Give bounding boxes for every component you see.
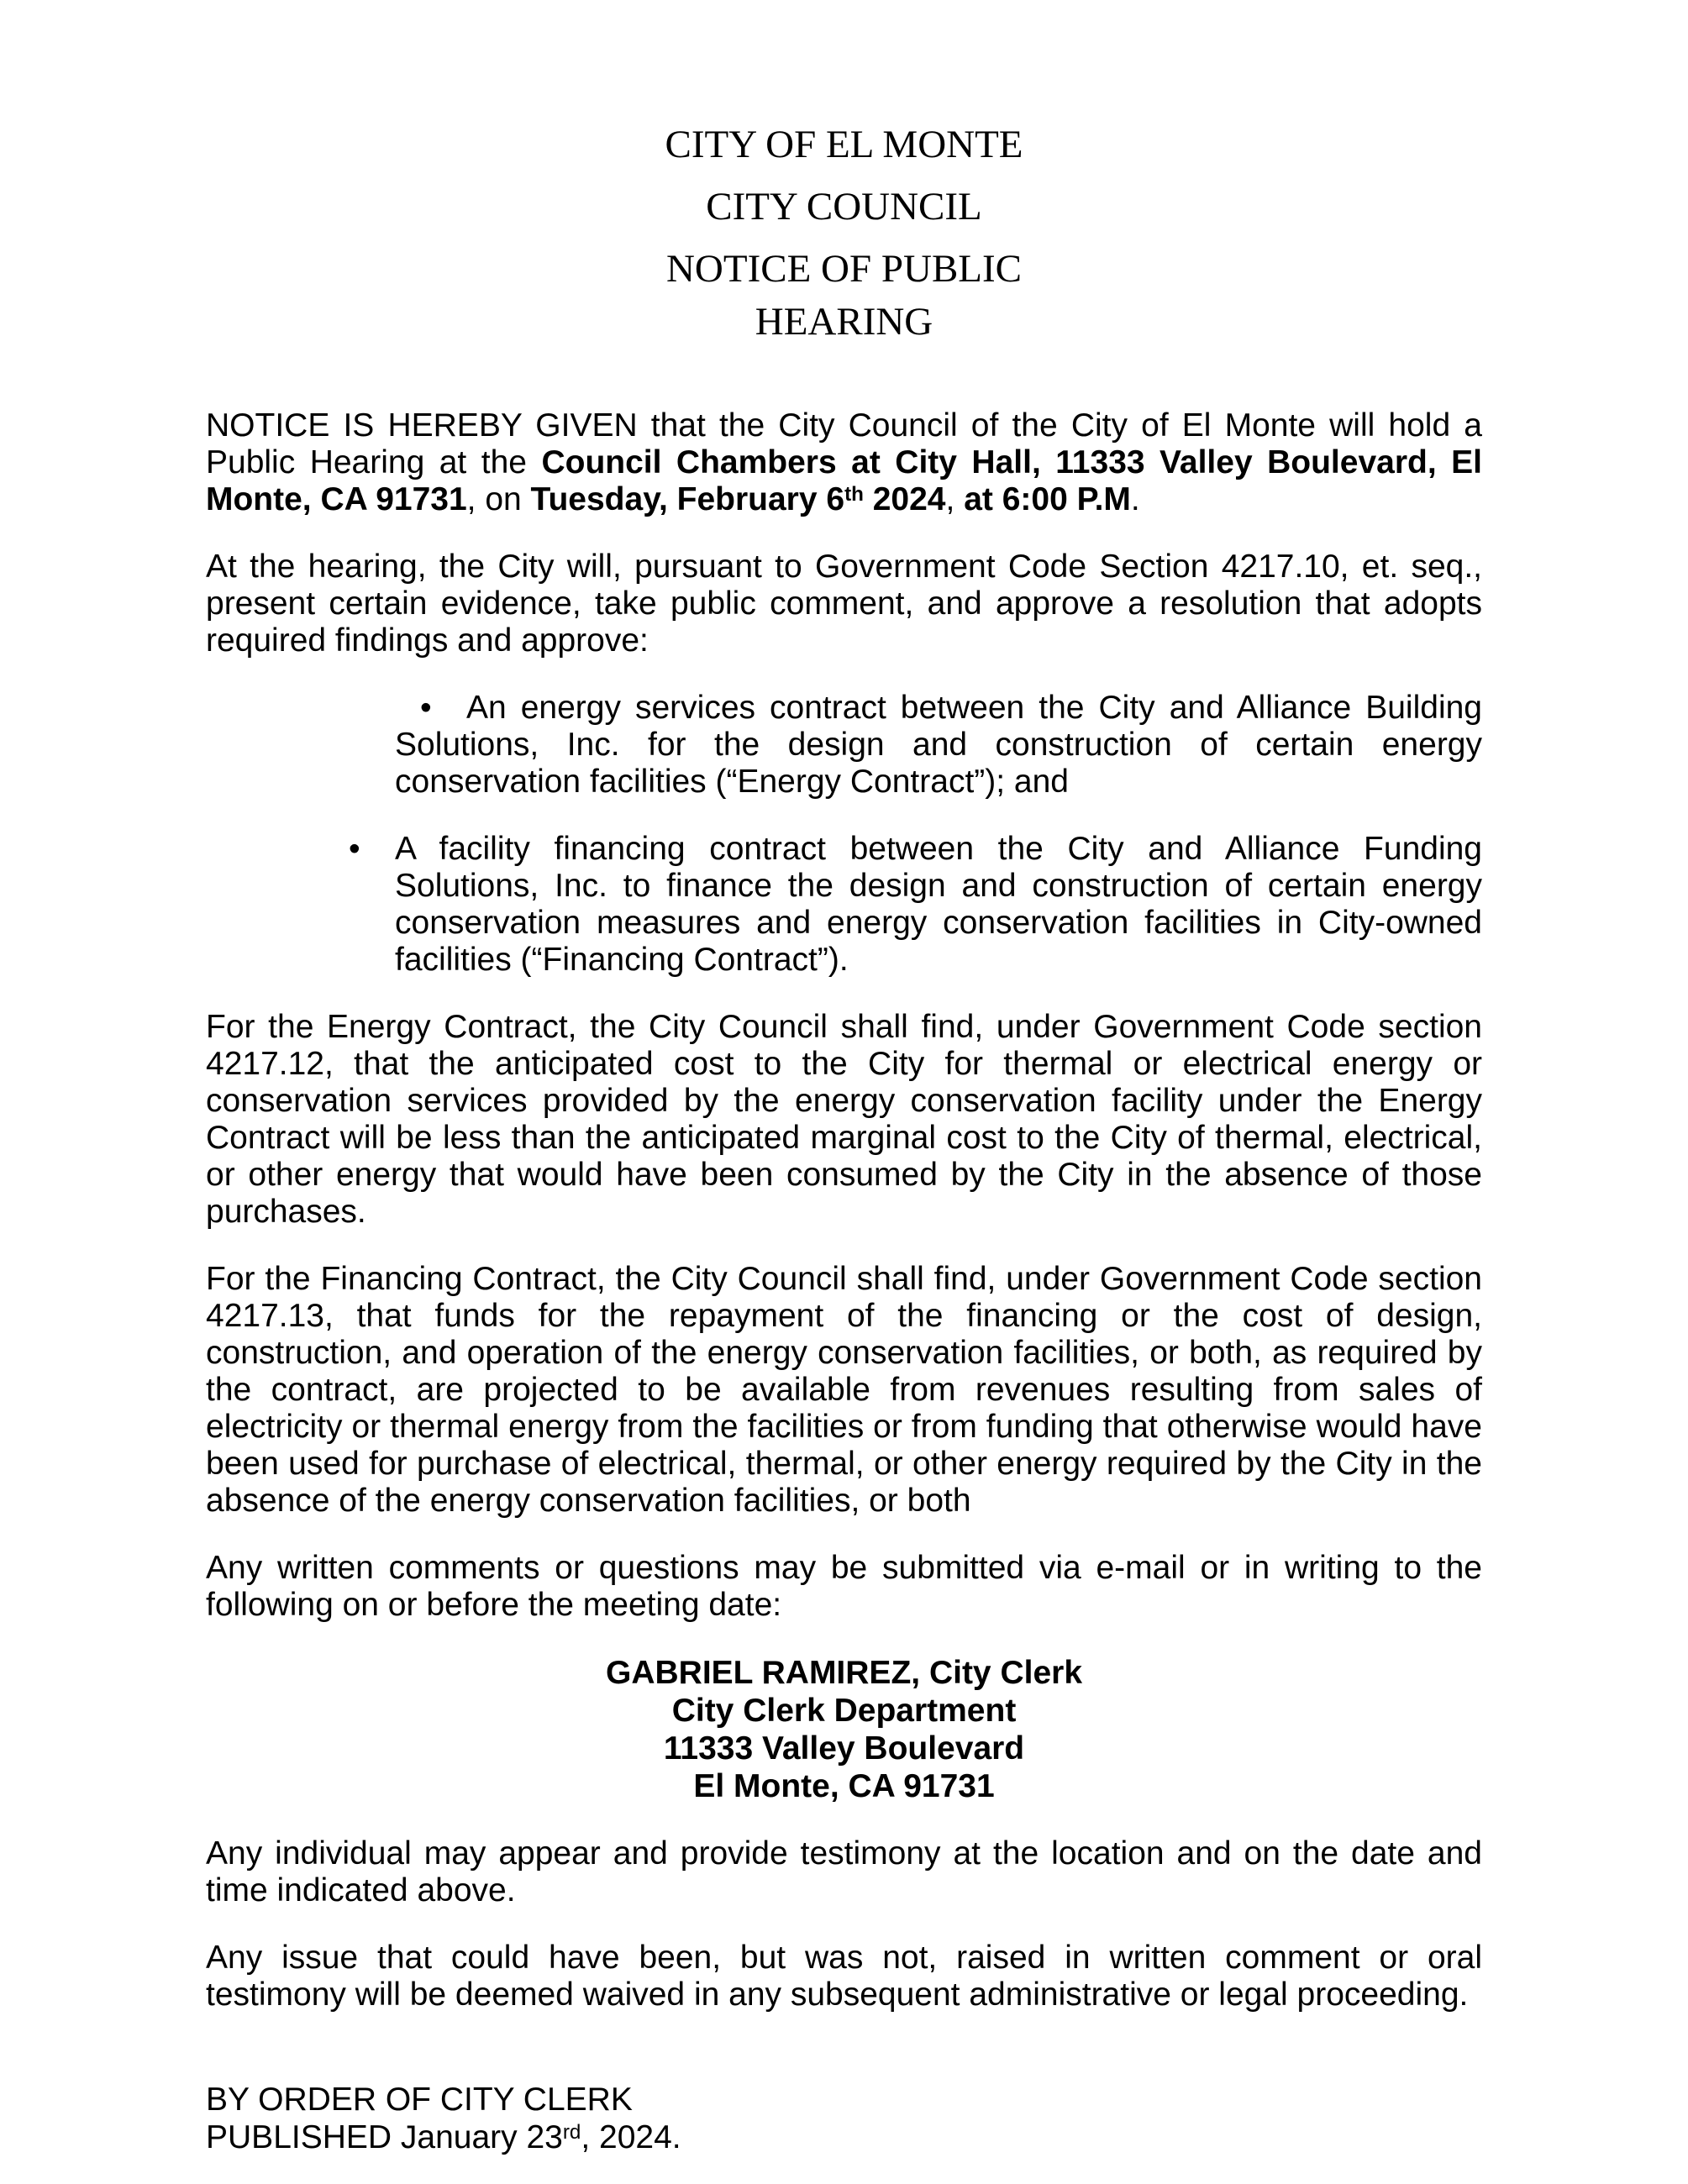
document-title (206, 113, 1482, 344)
contact-city-state-zip: El Monte, CA 91731 (693, 1768, 995, 1804)
paragraph-comments-instruction: Any written comments or questions may be submitted via e-mail or in writing to the following on or before the meeting date: (206, 1550, 1482, 1623)
paragraph-appear: Any individual may appear and provide testimony at the location and on the date and time indicated above. (206, 1835, 1482, 1908)
footer-by-order: BY ORDER OF CITY CLERK (206, 2082, 633, 2118)
paragraph-hearing-intro: At the hearing, the City will, pursuant to Government Code Section 4217.10, et. seq., present certain evidence, take public comment, and approve a resolution that adopts required findings and approve: (206, 549, 1482, 659)
title-line-hearing: HEARING (755, 300, 933, 344)
title-line-city: CITY OF EL MONTE (665, 123, 1023, 166)
title-line-notice: NOTICE OF PUBLIC (665, 247, 1023, 291)
paragraph-notice-given: NOTICE IS HEREBY GIVEN that the City Council of the City of El Monte will hold a Public Hearing at the Council Chambers at City Hall, 11333 Valley Boulevard, El Monte, CA 91731, on Tuesday, February 6th 2024, at 6:00 P.M. (206, 407, 1482, 517)
footer-block (206, 2081, 1482, 2156)
contact-block (206, 1654, 1482, 1805)
contact-department: City Clerk Department (671, 1693, 1017, 1729)
paragraph-waiver: Any issue that could have been, but was not, raised in written comment or oral testimony will be deemed waived in any subsequent administrative or legal proceeding. (206, 1940, 1482, 2013)
bullet-item-energy-contract: • An energy services contract between the City and Alliance Building Solutions, Inc. for the design and construction of certain energy conservation facilities (“Energy Contract”); and (395, 690, 1482, 801)
paragraph-energy-finding: For the Energy Contract, the City Council shall find, under Government Code section 4217.12, that the anticipated cost to the City for thermal or electrical energy or conservation services provided by the energy conservation facility under the Energy Contract will be less than the anticipated marginal cost to the City of thermal, electrical, or other energy that would have been consumed by the City in the absence of those purchases. (206, 1009, 1482, 1230)
title-line-council: CITY COUNCIL (706, 185, 982, 228)
paragraph-financing-finding: For the Financing Contract, the City Council shall find, under Government Code section 4217.13, that funds for the repayment of the financing or the cost of design, construction, and operation of the energy conservation facilities, or both, as required by the contract, are projected to be available from revenues resulting from sales of electricity or thermal energy from the facilities or from funding that otherwise would have been used for purchase of electrical, thermal, or other energy required by the City in the absence of the energy conservation facilities, or both (206, 1261, 1482, 1519)
bullet-item-financing-contract: • A facility financing contract between the City and Alliance Funding Solutions, Inc. to finance the design and construction of certain energy conservation measures and energy conservation facilities in City-owned facilities (“Financing Contract”). (395, 831, 1482, 979)
contact-name: GABRIEL RAMIREZ, City Clerk (605, 1655, 1083, 1691)
footer-published: PUBLISHED January 23rd, 2024. (206, 2119, 681, 2155)
contact-street: 11333 Valley Boulevard (663, 1730, 1025, 1767)
bullet-list (206, 690, 1482, 979)
